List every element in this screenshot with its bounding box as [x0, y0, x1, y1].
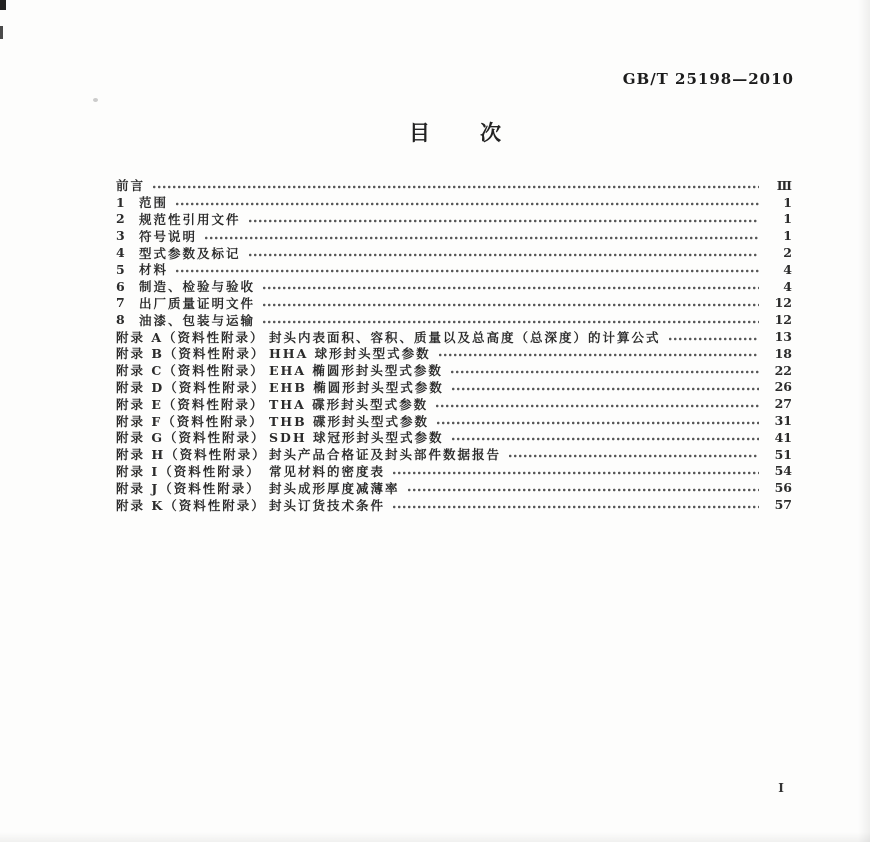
toc-entry — [116, 412, 792, 429]
toc-entry-title: EHA 椭圆形封头型式参数 — [269, 363, 443, 379]
toc-entry-title: 封头订货技术条件 — [269, 497, 386, 513]
toc-entry — [116, 194, 792, 211]
toc — [116, 177, 792, 513]
toc-entry-page: 2 — [783, 245, 792, 261]
dot-leader — [451, 370, 759, 374]
toc-entry-label: 附录 H（资料性附录） — [116, 447, 267, 463]
toc-entry-number: 3 — [116, 228, 125, 244]
toc-entry-page: 41 — [774, 429, 792, 445]
toc-entry-title: THB 碟形封头型式参数 — [269, 413, 430, 429]
dot-leader — [263, 320, 759, 324]
toc-entry-page: 1 — [783, 228, 792, 244]
toc-entry-label: 规范性引用文件 — [139, 212, 241, 227]
dot-leader — [393, 471, 759, 475]
toc-entry — [116, 177, 792, 194]
footer-page-number: Ⅰ — [778, 781, 784, 795]
toc-entry-label: 附录 B（资料性附录） — [116, 346, 266, 362]
toc-entry-label: 附录 K（资料性附录） — [116, 497, 266, 513]
toc-entry-label: 范围 — [139, 195, 169, 211]
toc-entry — [116, 362, 792, 379]
toc-entry-page: 18 — [774, 345, 792, 361]
toc-entry-page: 54 — [774, 463, 792, 479]
toc-entry — [116, 463, 792, 480]
toc-entry-page: 57 — [774, 497, 792, 513]
toc-entry-label: 制造、检验与验收 — [139, 279, 256, 295]
toc-entry — [116, 446, 792, 463]
toc-entry-title: 封头内表面积、容积、质量以及总高度（总深度）的计算公式 — [269, 329, 661, 345]
scan-artifact — [93, 98, 98, 102]
toc-entry-number: 8 — [116, 312, 125, 328]
toc-entry — [116, 311, 792, 328]
toc-entry-label: 附录 G（资料性附录） — [116, 430, 266, 446]
toc-entry-title: HHA 球形封头型式参数 — [269, 346, 431, 362]
toc-entry-title: EHB 椭圆形封头型式参数 — [269, 379, 444, 395]
toc-entry-label: 油漆、包装与运输 — [139, 312, 256, 328]
toc-entry — [116, 244, 792, 261]
toc-entry — [116, 379, 792, 396]
toc-entry — [116, 479, 792, 496]
toc-entry-page: 1 — [783, 211, 792, 227]
toc-entry-label: 型式参数及标记 — [139, 245, 241, 261]
toc-entry-label: 附录 C（资料性附录） — [116, 363, 265, 379]
toc-entry-label: 附录 D（资料性附录） — [116, 379, 266, 395]
toc-entry-page: 13 — [774, 329, 792, 345]
toc-entry-page: 26 — [774, 379, 792, 395]
toc-entry-title: 封头成形厚度减薄率 — [269, 480, 400, 496]
toc-entry — [116, 395, 792, 412]
toc-entry — [116, 211, 792, 228]
toc-entry — [116, 278, 792, 295]
toc-entry-page: 56 — [774, 480, 792, 496]
toc-entry-title: THA 碟形封头型式参数 — [269, 396, 429, 412]
toc-entry-page: 22 — [774, 362, 792, 378]
toc-entry — [116, 328, 792, 345]
dot-leader — [439, 353, 759, 357]
toc-entry-title: SDH 球冠形封头型式参数 — [269, 430, 444, 446]
dot-leader — [249, 219, 759, 223]
toc-entry-label: 附录 F（资料性附录） — [116, 413, 264, 429]
toc-entry-page: 12 — [774, 312, 792, 328]
page-title — [115, 117, 795, 147]
toc-entry-number: 5 — [116, 261, 125, 277]
dot-leader — [669, 337, 759, 341]
dot-leader — [176, 202, 759, 206]
toc-entry — [116, 496, 792, 513]
toc-entry-label: 附录 I（资料性附录） — [116, 463, 261, 479]
toc-entry-page: 4 — [783, 278, 792, 294]
page-title-char-left: 目 — [409, 120, 430, 145]
dot-leader — [205, 236, 759, 240]
toc-entry-number: 2 — [116, 211, 125, 227]
toc-entry-label: 前言 — [116, 178, 146, 194]
toc-entry-page: 27 — [774, 396, 792, 412]
scan-artifact — [0, 0, 6, 10]
dot-leader — [452, 437, 759, 441]
toc-entry — [116, 295, 792, 312]
toc-entry-page: 4 — [783, 261, 792, 277]
dot-leader — [263, 286, 759, 290]
toc-entry-number: 6 — [116, 278, 125, 294]
dot-leader — [437, 421, 759, 425]
toc-entry-page: 12 — [774, 295, 792, 311]
toc-entry-page: 31 — [774, 413, 792, 429]
dot-leader — [176, 269, 759, 273]
dot-leader — [393, 505, 759, 509]
toc-entry — [116, 345, 792, 362]
dot-leader — [436, 404, 759, 408]
standard-code: GB/T 25198—2010 — [622, 70, 794, 88]
toc-entry — [116, 261, 792, 278]
dot-leader — [452, 387, 759, 391]
toc-entry-number: 1 — [116, 194, 125, 210]
page-edge-shadow — [858, 0, 870, 842]
page-edge-shadow — [0, 832, 870, 842]
scan-artifact — [0, 26, 3, 39]
toc-entry-label: 附录 J（资料性附录） — [116, 480, 261, 496]
toc-entry-label: 符号说明 — [139, 228, 198, 244]
toc-entry-number: 7 — [116, 295, 125, 311]
toc-entry-number: 4 — [116, 245, 125, 261]
dot-leader — [153, 185, 759, 189]
page-title-char-right: 次 — [480, 120, 501, 145]
toc-entry — [116, 429, 792, 446]
toc-entry-page: 51 — [774, 446, 792, 462]
toc-entry-title: 常见材料的密度表 — [269, 463, 386, 479]
toc-entry-label: 材料 — [139, 262, 169, 278]
toc-entry-label: 出厂质量证明文件 — [139, 295, 256, 311]
dot-leader — [249, 253, 759, 257]
dot-leader — [263, 303, 759, 307]
toc-entry-title: 封头产品合格证及封头部件数据报告 — [269, 447, 502, 463]
dot-leader — [509, 454, 759, 458]
dot-leader — [408, 488, 759, 492]
toc-entry-page: 1 — [783, 194, 792, 210]
toc-entry-label: 附录 A（资料性附录） — [116, 329, 265, 345]
toc-entry-label: 附录 E（资料性附录） — [116, 396, 265, 412]
toc-entry — [116, 227, 792, 244]
toc-entry-page: Ⅲ — [776, 177, 792, 193]
